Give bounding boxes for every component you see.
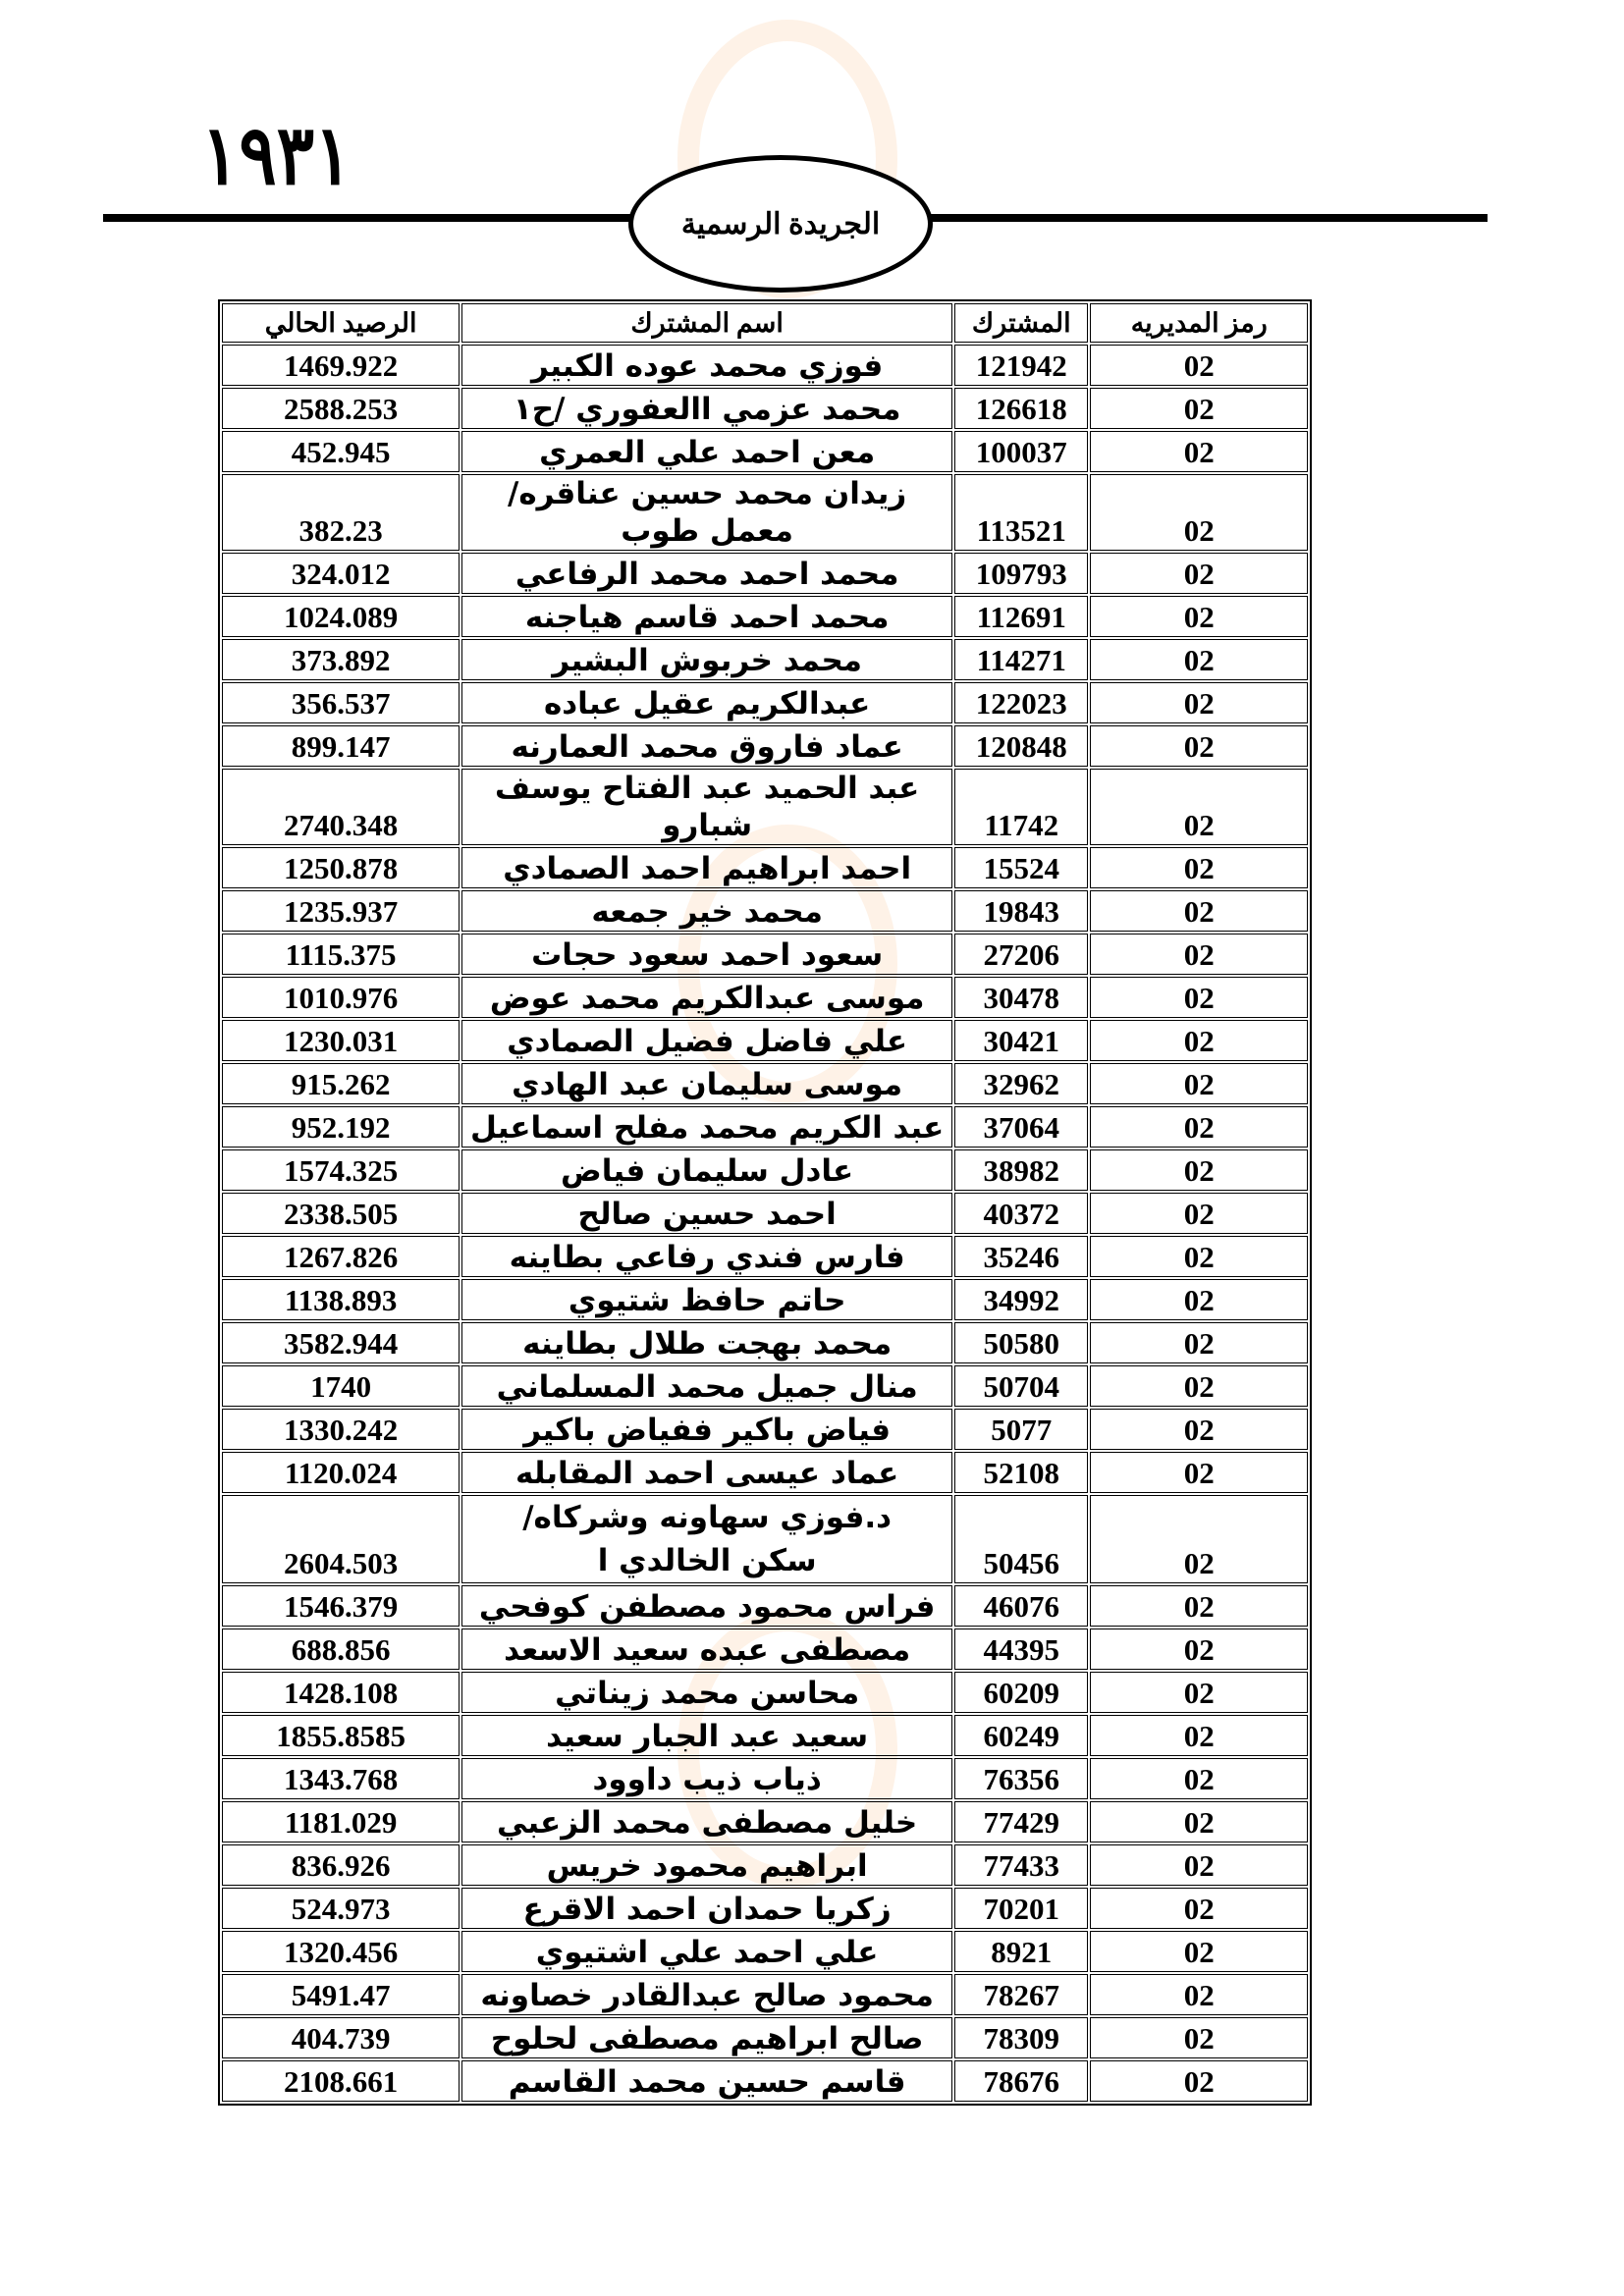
cell-balance: 836.926	[222, 1844, 460, 1886]
table-header-row	[222, 303, 1308, 343]
cell-name: حاتم حافظ شتيوي	[461, 1279, 952, 1320]
cell-balance: 1469.922	[222, 345, 460, 386]
cell-code: 02	[1090, 345, 1308, 386]
cell-name: محمد خربوش البشير	[461, 639, 952, 680]
cell-account: 76356	[954, 1758, 1088, 1799]
table-row	[222, 934, 1308, 975]
cell-balance: 373.892	[222, 639, 460, 680]
header-balance: الرصيد الحالي	[222, 303, 460, 343]
table-row	[222, 2060, 1308, 2102]
cell-account: 30478	[954, 977, 1088, 1018]
cell-code: 02	[1090, 890, 1308, 932]
cell-account: 109793	[954, 553, 1088, 594]
table-row	[222, 769, 1308, 845]
cell-code: 02	[1090, 474, 1308, 551]
cell-balance: 1120.024	[222, 1452, 460, 1493]
table-row	[222, 847, 1308, 888]
table-row	[222, 2017, 1308, 2058]
table-row	[222, 1888, 1308, 1929]
cell-name: ذياب ذيب داوود	[461, 1758, 952, 1799]
cell-balance: 2338.505	[222, 1193, 460, 1234]
cell-name: محمد احمد قاسم هياجنه	[461, 596, 952, 637]
table-row	[222, 1629, 1308, 1670]
cell-name: عماد عيسى احمد المقابله	[461, 1452, 952, 1493]
cell-name: علي احمد علي اشتيوي	[461, 1931, 952, 1972]
cell-code: 02	[1090, 1322, 1308, 1363]
cell-name: علي فاضل فضيل الصمادي	[461, 1020, 952, 1061]
cell-name: معن احمد علي العمري	[461, 431, 952, 472]
cell-balance: 324.012	[222, 553, 460, 594]
cell-balance: 1855.8585	[222, 1715, 460, 1756]
cell-account: 78676	[954, 2060, 1088, 2102]
table-row	[222, 553, 1308, 594]
cell-account: 5077	[954, 1409, 1088, 1450]
cell-code: 02	[1090, 1409, 1308, 1450]
cell-account: 77433	[954, 1844, 1088, 1886]
cell-balance: 1428.108	[222, 1672, 460, 1713]
table-body	[222, 345, 1308, 2102]
table-row	[222, 431, 1308, 472]
cell-account: 78309	[954, 2017, 1088, 2058]
cell-name: فياض باكير ففياض باكير	[461, 1409, 952, 1450]
table-row	[222, 977, 1308, 1018]
cell-code: 02	[1090, 1715, 1308, 1756]
cell-account: 44395	[954, 1629, 1088, 1670]
header-account: المشترك	[954, 303, 1088, 343]
cell-account: 121942	[954, 345, 1088, 386]
cell-code: 02	[1090, 1236, 1308, 1277]
cell-balance: 1330.242	[222, 1409, 460, 1450]
cell-name: زيدان محمد حسين عناقره/معمل طوب	[461, 474, 952, 551]
cell-code: 02	[1090, 1585, 1308, 1627]
cell-name: محاسن محمد زيناتي	[461, 1672, 952, 1713]
cell-account: 60249	[954, 1715, 1088, 1756]
cell-code: 02	[1090, 1844, 1308, 1886]
cell-code: 02	[1090, 977, 1308, 1018]
table-row	[222, 1106, 1308, 1148]
cell-account: 40372	[954, 1193, 1088, 1234]
cell-account: 60209	[954, 1672, 1088, 1713]
cell-code: 02	[1090, 1106, 1308, 1148]
cell-account: 50704	[954, 1365, 1088, 1407]
table-row	[222, 1585, 1308, 1627]
cell-code: 02	[1090, 1149, 1308, 1191]
cell-balance: 1010.976	[222, 977, 460, 1018]
cell-balance: 382.23	[222, 474, 460, 551]
cell-balance: 3582.944	[222, 1322, 460, 1363]
header-code: رمز المديريه	[1090, 303, 1308, 343]
cell-account: 19843	[954, 890, 1088, 932]
cell-balance: 1546.379	[222, 1585, 460, 1627]
cell-balance: 5491.47	[222, 1974, 460, 2015]
cell-code: 02	[1090, 1495, 1308, 1583]
cell-balance: 452.945	[222, 431, 460, 472]
cell-name: ابراهيم محمود خريس	[461, 1844, 952, 1886]
cell-account: 8921	[954, 1931, 1088, 1972]
cell-account: 77429	[954, 1801, 1088, 1842]
table-row	[222, 1365, 1308, 1407]
cell-code: 02	[1090, 431, 1308, 472]
cell-account: 113521	[954, 474, 1088, 551]
cell-balance: 1235.937	[222, 890, 460, 932]
cell-balance: 1181.029	[222, 1801, 460, 1842]
cell-code: 02	[1090, 847, 1308, 888]
page-number: ١٩٣١	[201, 111, 352, 202]
cell-code: 02	[1090, 1063, 1308, 1104]
cell-name: مصطفى عبده سعيد الاسعد	[461, 1629, 952, 1670]
cell-balance: 1320.456	[222, 1931, 460, 1972]
cell-account: 15524	[954, 847, 1088, 888]
cell-name: عماد فاروق محمد العمارنه	[461, 725, 952, 767]
cell-balance: 356.537	[222, 682, 460, 723]
cell-account: 27206	[954, 934, 1088, 975]
table-row	[222, 1193, 1308, 1234]
cell-code: 02	[1090, 1758, 1308, 1799]
cell-code: 02	[1090, 1193, 1308, 1234]
cell-name: محمد خير جمعه	[461, 890, 952, 932]
cell-name: فوزي محمد عوده الكبير	[461, 345, 952, 386]
cell-name: عادل سليمان فياض	[461, 1149, 952, 1191]
cell-code: 02	[1090, 682, 1308, 723]
cell-balance: 1230.031	[222, 1020, 460, 1061]
masthead-seal	[628, 155, 933, 293]
cell-code: 02	[1090, 1279, 1308, 1320]
table-row	[222, 1974, 1308, 2015]
table-row	[222, 1801, 1308, 1842]
table-row	[222, 1715, 1308, 1756]
table-row	[222, 1322, 1308, 1363]
table-row	[222, 1149, 1308, 1191]
cell-code: 02	[1090, 769, 1308, 845]
header-name: اسم المشترك	[461, 303, 952, 343]
cell-balance: 899.147	[222, 725, 460, 767]
cell-balance: 1740	[222, 1365, 460, 1407]
cell-name: د.فوزي سهاونه وشركاه/سكن الخالدي ا	[461, 1495, 952, 1583]
cell-name: صالح ابراهيم مصطفى لحلوح	[461, 2017, 952, 2058]
cell-account: 100037	[954, 431, 1088, 472]
table-row	[222, 474, 1308, 551]
cell-code: 02	[1090, 639, 1308, 680]
cell-balance: 952.192	[222, 1106, 460, 1148]
cell-name: فراس محمود مصطفن كوفحي	[461, 1585, 952, 1627]
cell-code: 02	[1090, 1629, 1308, 1670]
cell-balance: 524.973	[222, 1888, 460, 1929]
table-row	[222, 1452, 1308, 1493]
cell-balance: 1115.375	[222, 934, 460, 975]
cell-account: 32962	[954, 1063, 1088, 1104]
cell-code: 02	[1090, 1931, 1308, 1972]
table-row	[222, 1672, 1308, 1713]
cell-balance: 2740.348	[222, 769, 460, 845]
cell-code: 02	[1090, 1974, 1308, 2015]
cell-account: 34992	[954, 1279, 1088, 1320]
cell-account: 38982	[954, 1149, 1088, 1191]
table-row	[222, 1020, 1308, 1061]
cell-account: 112691	[954, 596, 1088, 637]
cell-code: 02	[1090, 1020, 1308, 1061]
table-row	[222, 1236, 1308, 1277]
cell-balance: 1574.325	[222, 1149, 460, 1191]
cell-name: موسى سليمان عبد الهادي	[461, 1063, 952, 1104]
cell-balance: 1343.768	[222, 1758, 460, 1799]
table-row	[222, 1758, 1308, 1799]
table-row	[222, 639, 1308, 680]
cell-name: قاسم حسين محمد القاسم	[461, 2060, 952, 2102]
cell-code: 02	[1090, 553, 1308, 594]
table-row	[222, 1844, 1308, 1886]
cell-name: عبد الكريم محمد مفلح اسماعيل	[461, 1106, 952, 1148]
cell-account: 50456	[954, 1495, 1088, 1583]
cell-account: 30421	[954, 1020, 1088, 1061]
table-row	[222, 1063, 1308, 1104]
table-row	[222, 1495, 1308, 1583]
cell-account: 35246	[954, 1236, 1088, 1277]
cell-name: احمد حسين صالح	[461, 1193, 952, 1234]
cell-balance: 688.856	[222, 1629, 460, 1670]
cell-code: 02	[1090, 2017, 1308, 2058]
cell-code: 02	[1090, 596, 1308, 637]
cell-name: محمود صالح عبدالقادر خصاونه	[461, 1974, 952, 2015]
cell-account: 122023	[954, 682, 1088, 723]
cell-balance: 1250.878	[222, 847, 460, 888]
table-row	[222, 890, 1308, 932]
cell-name: احمد ابراهيم احمد الصمادي	[461, 847, 952, 888]
cell-name: عبد الحميد عبد الفتاح يوسف شبارو	[461, 769, 952, 845]
cell-balance: 2588.253	[222, 388, 460, 429]
cell-account: 37064	[954, 1106, 1088, 1148]
cell-balance: 1024.089	[222, 596, 460, 637]
table-row	[222, 388, 1308, 429]
cell-account: 52108	[954, 1452, 1088, 1493]
cell-name: فارس فندي رفاعي بطاينه	[461, 1236, 952, 1277]
cell-code: 02	[1090, 1452, 1308, 1493]
table-row	[222, 596, 1308, 637]
cell-name: موسى عبدالكريم محمد عوض	[461, 977, 952, 1018]
cell-account: 126618	[954, 388, 1088, 429]
cell-name: سعيد عبد الجبار سعيد	[461, 1715, 952, 1756]
cell-account: 70201	[954, 1888, 1088, 1929]
cell-name: محمد احمد محمد الرفاعي	[461, 553, 952, 594]
cell-account: 114271	[954, 639, 1088, 680]
cell-account: 50580	[954, 1322, 1088, 1363]
table-row	[222, 1279, 1308, 1320]
cell-name: منال جميل محمد المسلماني	[461, 1365, 952, 1407]
cell-code: 02	[1090, 388, 1308, 429]
cell-account: 78267	[954, 1974, 1088, 2015]
cell-name: محمد بهجت طلال بطاينه	[461, 1322, 952, 1363]
cell-balance: 2108.661	[222, 2060, 460, 2102]
cell-code: 02	[1090, 1672, 1308, 1713]
cell-account: 46076	[954, 1585, 1088, 1627]
cell-balance: 404.739	[222, 2017, 460, 2058]
cell-code: 02	[1090, 2060, 1308, 2102]
cell-balance: 1138.893	[222, 1279, 460, 1320]
table-row	[222, 345, 1308, 386]
cell-account: 120848	[954, 725, 1088, 767]
table-row	[222, 682, 1308, 723]
cell-name: محمد عزمي االعفوري /ح١	[461, 388, 952, 429]
cell-code: 02	[1090, 1801, 1308, 1842]
masthead-title: الجريدة الرسمية	[680, 207, 881, 240]
cell-account: 11742	[954, 769, 1088, 845]
table-row	[222, 1931, 1308, 1972]
cell-code: 02	[1090, 1365, 1308, 1407]
subscribers-table	[218, 299, 1312, 2106]
table-row	[222, 725, 1308, 767]
cell-code: 02	[1090, 934, 1308, 975]
cell-name: خليل مصطفى محمد الزعبي	[461, 1801, 952, 1842]
cell-code: 02	[1090, 725, 1308, 767]
table-row	[222, 1409, 1308, 1450]
cell-balance: 2604.503	[222, 1495, 460, 1583]
cell-name: زكريا حمدان احمد الاقرع	[461, 1888, 952, 1929]
cell-balance: 1267.826	[222, 1236, 460, 1277]
cell-name: عبدالكريم عقيل عباده	[461, 682, 952, 723]
cell-balance: 915.262	[222, 1063, 460, 1104]
cell-code: 02	[1090, 1888, 1308, 1929]
cell-name: سعود احمد سعود حجات	[461, 934, 952, 975]
